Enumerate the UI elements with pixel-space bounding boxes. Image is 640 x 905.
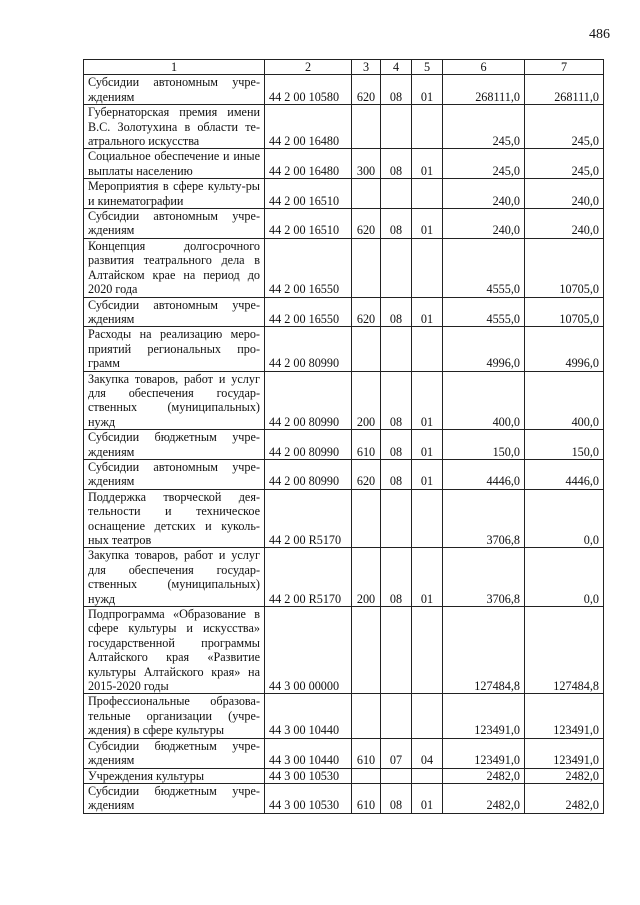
header-cell-7: 7 bbox=[525, 60, 604, 75]
expense-type-cell bbox=[352, 179, 381, 209]
subsection-cell: 04 bbox=[412, 738, 443, 768]
row-name-cell: Концепция долгосрочного развития театрального дела в Алтайском крае на период до 2020 года bbox=[84, 238, 265, 297]
section-cell bbox=[381, 694, 412, 738]
amount-col6-cell: 4555,0 bbox=[443, 297, 525, 327]
table-row bbox=[84, 430, 604, 460]
amount-col6-cell: 4996,0 bbox=[443, 327, 525, 371]
target-code-cell: 44 2 00 10580 bbox=[265, 75, 352, 105]
amount-col7-cell: 10705,0 bbox=[525, 297, 604, 327]
row-name-cell: Учреждения культуры bbox=[84, 768, 265, 783]
target-code-cell: 44 3 00 10530 bbox=[265, 768, 352, 783]
amount-col7-cell: 240,0 bbox=[525, 179, 604, 209]
subsection-cell: 01 bbox=[412, 149, 443, 179]
expense-type-cell bbox=[352, 327, 381, 371]
table-row bbox=[84, 297, 604, 327]
subsection-cell bbox=[412, 768, 443, 783]
subsection-cell: 01 bbox=[412, 548, 443, 607]
expense-type-cell bbox=[352, 607, 381, 694]
expense-type-cell: 620 bbox=[352, 459, 381, 489]
target-code-cell: 44 2 00 80990 bbox=[265, 327, 352, 371]
subsection-cell: 01 bbox=[412, 209, 443, 239]
subsection-cell: 01 bbox=[412, 783, 443, 813]
amount-col7-cell: 123491,0 bbox=[525, 694, 604, 738]
amount-col6-cell: 2482,0 bbox=[443, 783, 525, 813]
subsection-cell: 01 bbox=[412, 297, 443, 327]
section-cell bbox=[381, 607, 412, 694]
expense-type-cell bbox=[352, 489, 381, 548]
subsection-cell bbox=[412, 489, 443, 548]
table-row bbox=[84, 607, 604, 694]
amount-col7-cell: 150,0 bbox=[525, 430, 604, 460]
amount-col6-cell: 127484,8 bbox=[443, 607, 525, 694]
section-cell: 08 bbox=[381, 209, 412, 239]
target-code-cell: 44 2 00 80990 bbox=[265, 430, 352, 460]
target-code-cell: 44 2 00 80990 bbox=[265, 371, 352, 430]
row-name-cell: Субсидии бюджетным учре-ждениям bbox=[84, 738, 265, 768]
row-name-cell: Поддержка творческой дея-тельности и техническое оснащение детских и куколь-ных театров bbox=[84, 489, 265, 548]
subsection-cell bbox=[412, 694, 443, 738]
amount-col7-cell: 2482,0 bbox=[525, 768, 604, 783]
row-name-cell: Мероприятия в сфере культу-ры и кинематографии bbox=[84, 179, 265, 209]
amount-col7-cell: 245,0 bbox=[525, 105, 604, 149]
header-cell-3: 3 bbox=[352, 60, 381, 75]
amount-col7-cell: 10705,0 bbox=[525, 238, 604, 297]
table-row bbox=[84, 459, 604, 489]
target-code-cell: 44 2 00 16480 bbox=[265, 149, 352, 179]
table-row bbox=[84, 149, 604, 179]
amount-col7-cell: 123491,0 bbox=[525, 738, 604, 768]
header-cell-5: 5 bbox=[412, 60, 443, 75]
expense-type-cell bbox=[352, 768, 381, 783]
expense-type-cell: 620 bbox=[352, 209, 381, 239]
row-name-cell: Субсидии бюджетным учре-ждениям bbox=[84, 783, 265, 813]
table-row bbox=[84, 548, 604, 607]
row-name-cell: Расходы на реализацию меро-приятий региональных про-грамм bbox=[84, 327, 265, 371]
amount-col6-cell: 240,0 bbox=[443, 209, 525, 239]
section-cell bbox=[381, 179, 412, 209]
expense-type-cell bbox=[352, 238, 381, 297]
section-cell bbox=[381, 238, 412, 297]
subsection-cell: 01 bbox=[412, 371, 443, 430]
table-row bbox=[84, 694, 604, 738]
target-code-cell: 44 2 00 16510 bbox=[265, 209, 352, 239]
subsection-cell: 01 bbox=[412, 459, 443, 489]
section-cell: 08 bbox=[381, 783, 412, 813]
subsection-cell bbox=[412, 607, 443, 694]
page-number: 486 bbox=[589, 27, 610, 42]
expense-type-cell: 610 bbox=[352, 738, 381, 768]
expense-type-cell bbox=[352, 694, 381, 738]
target-code-cell: 44 2 00 16550 bbox=[265, 238, 352, 297]
expense-type-cell: 610 bbox=[352, 430, 381, 460]
target-code-cell: 44 2 00 R5170 bbox=[265, 489, 352, 548]
table-header-row bbox=[84, 60, 604, 75]
header-cell-6: 6 bbox=[443, 60, 525, 75]
subsection-cell bbox=[412, 238, 443, 297]
row-name-cell: Субсидии автономным учре-ждениям bbox=[84, 75, 265, 105]
table-row bbox=[84, 327, 604, 371]
table-row bbox=[84, 179, 604, 209]
section-cell bbox=[381, 105, 412, 149]
budget-table bbox=[83, 59, 604, 814]
table-row bbox=[84, 75, 604, 105]
amount-col7-cell: 245,0 bbox=[525, 149, 604, 179]
amount-col7-cell: 2482,0 bbox=[525, 783, 604, 813]
section-cell bbox=[381, 327, 412, 371]
target-code-cell: 44 3 00 00000 bbox=[265, 607, 352, 694]
row-name-cell: Подпрограмма «Образование в сфере культуры и искусства» государственной программы Алтайского края «Развитие культуры Алтайского края» на 2015-2020 годы bbox=[84, 607, 265, 694]
section-cell bbox=[381, 489, 412, 548]
amount-col7-cell: 127484,8 bbox=[525, 607, 604, 694]
amount-col7-cell: 4996,0 bbox=[525, 327, 604, 371]
row-name-cell: Субсидии автономным учре-ждениям bbox=[84, 209, 265, 239]
section-cell: 08 bbox=[381, 430, 412, 460]
section-cell: 08 bbox=[381, 75, 412, 105]
header-cell-2: 2 bbox=[265, 60, 352, 75]
target-code-cell: 44 3 00 10440 bbox=[265, 738, 352, 768]
table-row bbox=[84, 105, 604, 149]
amount-col6-cell: 400,0 bbox=[443, 371, 525, 430]
target-code-cell: 44 3 00 10440 bbox=[265, 694, 352, 738]
amount-col6-cell: 240,0 bbox=[443, 179, 525, 209]
amount-col6-cell: 123491,0 bbox=[443, 738, 525, 768]
amount-col7-cell: 0,0 bbox=[525, 548, 604, 607]
amount-col7-cell: 268111,0 bbox=[525, 75, 604, 105]
expense-type-cell: 620 bbox=[352, 75, 381, 105]
section-cell: 08 bbox=[381, 548, 412, 607]
row-name-cell: Профессиональные образова-тельные организации (учре-ждения) в сфере культуры bbox=[84, 694, 265, 738]
amount-col7-cell: 4446,0 bbox=[525, 459, 604, 489]
amount-col6-cell: 123491,0 bbox=[443, 694, 525, 738]
expense-type-cell: 200 bbox=[352, 548, 381, 607]
target-code-cell: 44 2 00 16550 bbox=[265, 297, 352, 327]
row-name-cell: Социальное обеспечение и иные выплаты населению bbox=[84, 149, 265, 179]
amount-col7-cell: 400,0 bbox=[525, 371, 604, 430]
amount-col6-cell: 268111,0 bbox=[443, 75, 525, 105]
amount-col6-cell: 3706,8 bbox=[443, 489, 525, 548]
header-cell-4: 4 bbox=[381, 60, 412, 75]
table-row bbox=[84, 768, 604, 783]
section-cell: 08 bbox=[381, 459, 412, 489]
amount-col6-cell: 4446,0 bbox=[443, 459, 525, 489]
row-name-cell: Субсидии бюджетным учре-ждениям bbox=[84, 430, 265, 460]
section-cell: 07 bbox=[381, 738, 412, 768]
amount-col6-cell: 245,0 bbox=[443, 149, 525, 179]
row-name-cell: Губернаторская премия имени В.С. Золотухина в области те-атрального искусства bbox=[84, 105, 265, 149]
amount-col7-cell: 0,0 bbox=[525, 489, 604, 548]
target-code-cell: 44 2 00 16480 bbox=[265, 105, 352, 149]
expense-type-cell: 610 bbox=[352, 783, 381, 813]
subsection-cell: 01 bbox=[412, 75, 443, 105]
amount-col6-cell: 3706,8 bbox=[443, 548, 525, 607]
table-row bbox=[84, 371, 604, 430]
table-row bbox=[84, 783, 604, 813]
budget-table-body bbox=[84, 60, 604, 814]
amount-col6-cell: 150,0 bbox=[443, 430, 525, 460]
row-name-cell: Субсидии автономным учре-ждениям bbox=[84, 297, 265, 327]
table-row bbox=[84, 209, 604, 239]
row-name-cell: Закупка товаров, работ и услуг для обеспечения государ-ственных (муниципальных) нужд bbox=[84, 548, 265, 607]
row-name-cell: Закупка товаров, работ и услуг для обеспечения государ-ственных (муниципальных) нужд bbox=[84, 371, 265, 430]
table-row bbox=[84, 489, 604, 548]
section-cell: 08 bbox=[381, 297, 412, 327]
target-code-cell: 44 2 00 R5170 bbox=[265, 548, 352, 607]
amount-col6-cell: 4555,0 bbox=[443, 238, 525, 297]
amount-col6-cell: 2482,0 bbox=[443, 768, 525, 783]
expense-type-cell: 200 bbox=[352, 371, 381, 430]
table-row bbox=[84, 738, 604, 768]
target-code-cell: 44 2 00 16510 bbox=[265, 179, 352, 209]
expense-type-cell: 620 bbox=[352, 297, 381, 327]
expense-type-cell bbox=[352, 105, 381, 149]
header-cell-1: 1 bbox=[84, 60, 265, 75]
target-code-cell: 44 2 00 80990 bbox=[265, 459, 352, 489]
expense-type-cell: 300 bbox=[352, 149, 381, 179]
section-cell: 08 bbox=[381, 371, 412, 430]
subsection-cell: 01 bbox=[412, 430, 443, 460]
subsection-cell bbox=[412, 327, 443, 371]
row-name-cell: Субсидии автономным учре-ждениям bbox=[84, 459, 265, 489]
subsection-cell bbox=[412, 179, 443, 209]
subsection-cell bbox=[412, 105, 443, 149]
target-code-cell: 44 3 00 10530 bbox=[265, 783, 352, 813]
table-row bbox=[84, 238, 604, 297]
section-cell: 08 bbox=[381, 149, 412, 179]
amount-col6-cell: 245,0 bbox=[443, 105, 525, 149]
amount-col7-cell: 240,0 bbox=[525, 209, 604, 239]
section-cell bbox=[381, 768, 412, 783]
